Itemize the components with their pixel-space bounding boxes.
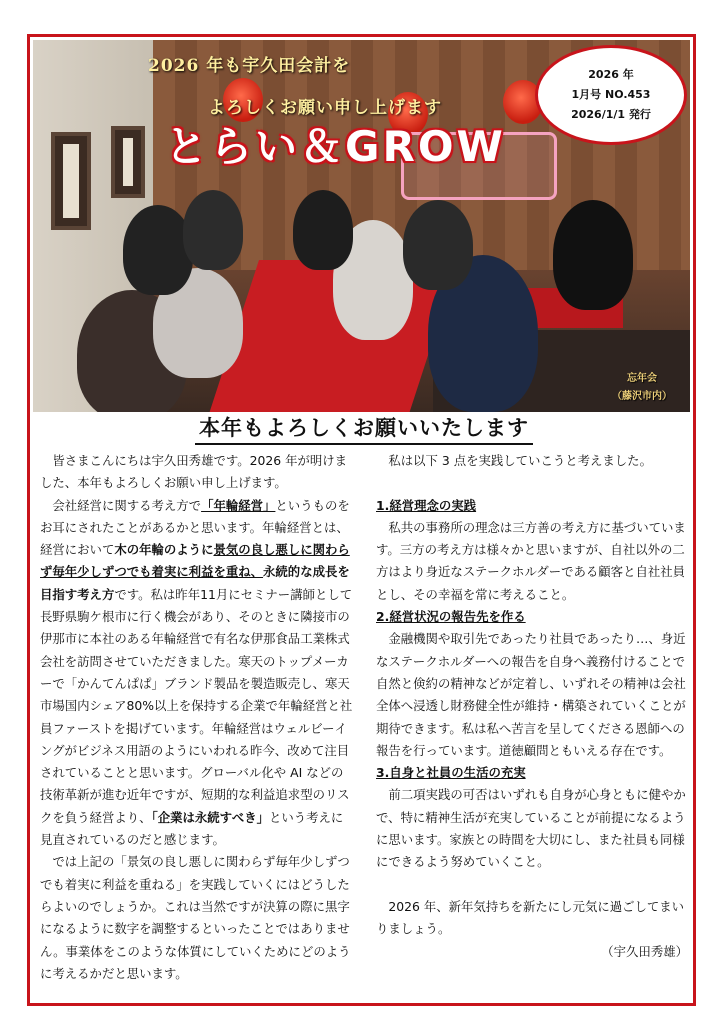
p2-emphasis-4: 永続的な成長を目指す考え方 — [40, 564, 350, 602]
newsletter-logo: とらい＆GROW — [165, 122, 506, 171]
issue-number: 1月号 NO.453 — [571, 88, 651, 101]
left-column — [40, 450, 353, 985]
article-headline: 本年もよろしくお願いいたします — [195, 412, 533, 445]
person-7 — [403, 200, 473, 290]
person-9 — [293, 190, 353, 270]
person-8 — [553, 200, 633, 310]
photo-caption — [612, 370, 672, 406]
issue-year: 2026 年 — [588, 68, 634, 81]
point-3-heading: 3.自身と社員の生活の充実 — [376, 765, 526, 781]
wall-frame-1 — [51, 132, 91, 230]
photo-caption-line1: 忘年会 — [627, 373, 657, 384]
photo-caption-line2: （藤沢市内） — [612, 391, 672, 402]
p2-text-c: です。私は昨年11月にセミナー講師として長野県駒ケ根市に行く機会があり、そのときに隣接市の伊那市に本社のある年輪経営で有名な伊那食品工業株式会社を訪問させていただきました。寒天のトップメーカーで「かんてんぱぱ」ブランド製品を製造販売し、寒天市場国内シェア80%以上を保持する企業で年輪経営と社員ファーストを掲げています。年輪経営はウェルビーイングがビジネス用語のようにいわれる昨今、改めて注目されていることと思います。グローバル化や AI などの技術革新が進む近年ですが、短期的な利益追求型のリスクを負う経営より、 — [40, 586, 353, 825]
spacer — [376, 874, 688, 896]
left-paragraph-2 — [40, 495, 353, 852]
p2-emphasis-5: 「企業は永続すべき」 — [151, 809, 269, 825]
wall-frame-2 — [111, 126, 145, 198]
spacer — [376, 472, 688, 494]
p2-emphasis-1: 「年輪経営」 — [201, 497, 276, 513]
point-2-heading: 2.経営状況の報告先を作る — [376, 609, 526, 625]
issue-badge — [535, 45, 687, 145]
header-title-line1: 2026 年も宇久田会計を — [148, 56, 351, 76]
right-intro: 私は以下 3 点を実践していこうと考えました。 — [388, 453, 652, 468]
point-2-text: 金融機関や取引先であったり社員であったり…、身近なステークホルダーへの報告を自身へ義務付けることで自然と倹約の精神などが定着し、いずれその精神は会社全体へ浸透し財務健全性が維持・構築されていくことが期待できます。私は私へ苦言を呈してくださる恩師への報告を行っています。道徳顧問ともいえる存在です。 — [376, 631, 686, 758]
p2-emphasis-3: 景気の良し悪しに関わらず毎年少しずつでも着実に利益を重ね、 — [40, 542, 350, 580]
point-3-text: 前二項実践の可否はいずれも自身が心身ともに健やかで、特に精神生活が充実していることが前提になるように思います。家族との時間を大切にし、また社員も同様にできるよう努めていくこと。 — [376, 787, 686, 870]
p2-emphasis-2: 木の年輪のように — [114, 542, 214, 558]
person-3 — [123, 205, 193, 295]
p2-text-b: というものをお耳にされたことがあるかと思います。年輪経営とは、経営において — [40, 497, 350, 558]
p2-text-a: 会社経営に関する考え方で — [52, 497, 202, 513]
person-4 — [183, 190, 243, 270]
closing-text: 2026 年、新年気持ちを新たにし元気に過ごしてまいりましょう。 — [376, 898, 685, 937]
point-1-heading: 1.経営理念の実践 — [376, 497, 477, 513]
issue-date: 2026/1/1 発行 — [571, 108, 651, 121]
left-paragraph-3: では上記の「景気の良し悪しに関わらず毎年少しずつでも着実に利益を重ねる」を実践していくにはどうしたらよいのでしょうか。これは当然ですが決算の際に黒字になるように数字を調整するといったことではありません。事業体をこのような体質にしていくためにどのように考えるかだと思います。 — [40, 854, 351, 981]
p2-text-d: という考えに見直されているのだと感じます。 — [40, 809, 344, 848]
left-paragraph-1: 皆さまこんにちは宇久田秀雄です。2026 年が明けました、本年もよろしくお願い申し上げます。 — [40, 453, 348, 491]
header-title-line2: よろしくお願い申し上げます — [208, 98, 442, 118]
point-1-text: 私共の事務所の理念は三方善の考え方に基づいています。三方の考え方は様々かと思いますが、自社以外の二方はより身近なステークホルダーである顧客と自社社員とし、その幸福を常に考えること。 — [376, 519, 686, 602]
right-column — [376, 450, 688, 963]
signature: （宇久田秀雄） — [601, 943, 688, 959]
